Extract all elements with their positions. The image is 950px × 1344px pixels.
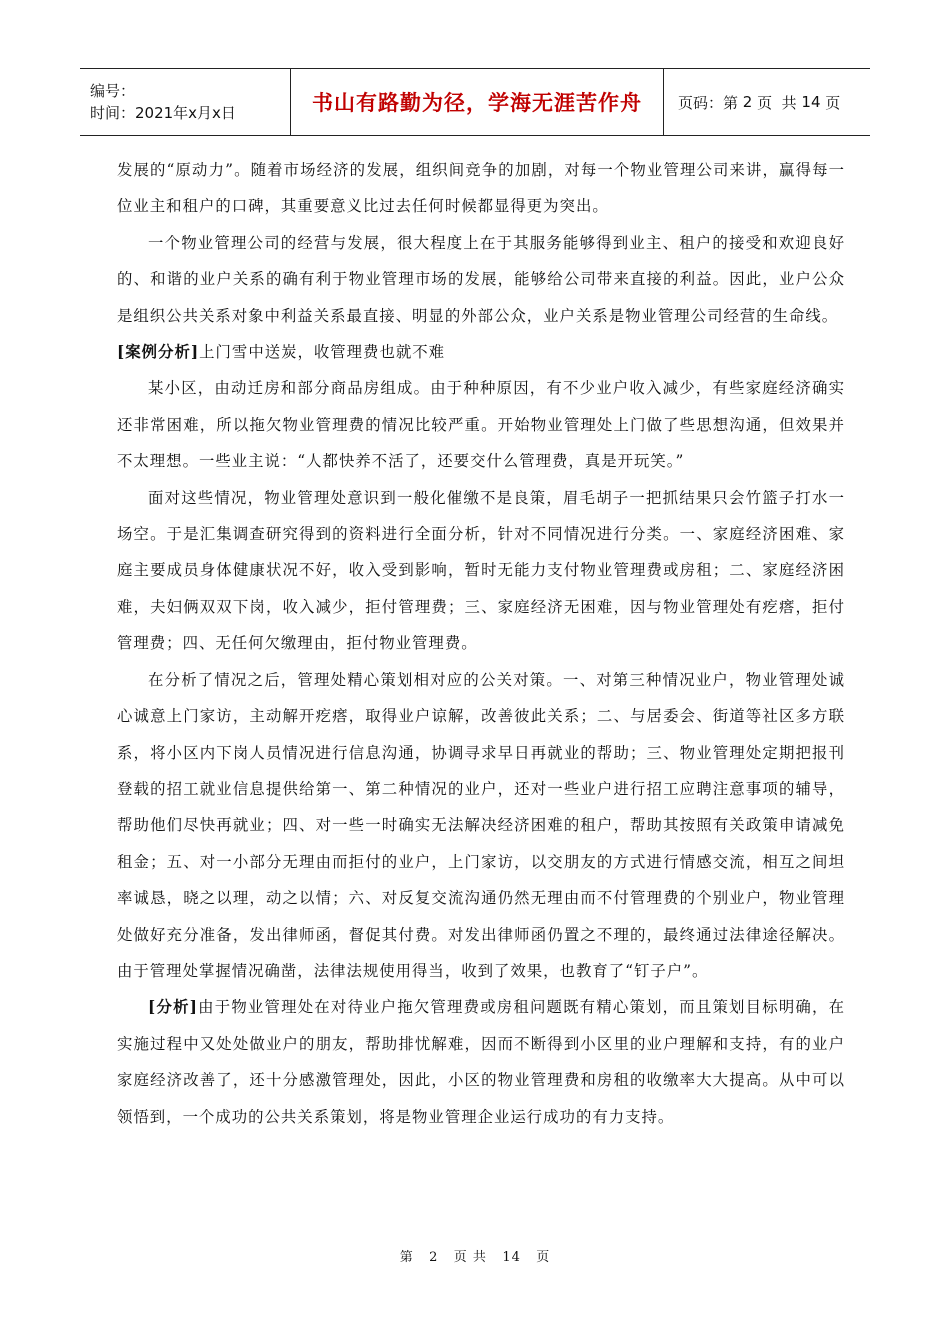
page-number: 2 [738, 93, 758, 111]
analysis-text: 由于物业管理处在对待业户拖欠管理费或房租问题既有精心策划，而且策划目标明确，在实施过程中又处处做业户的朋友，帮助排忧解难，因而不断得到小区里的业户理解和支持，有的业户家庭经济改善了，还十分感激管理处，因此，小区的物业管理费和房租的收缴率大大提高。从中可以领悟到，一个成功的公共关系策划，将是物业管理企业运行成功的有力支持。 [117, 998, 845, 1126]
paragraph: 一个物业管理公司的经营与发展，很大程度上在于其服务能够得到业主、租户的接受和欢迎良好的、和谐的业户关系的确有利于物业管理市场的发展，能够给公司带来直接的利益。因此，业户公众是组织公共关系对象中利益关系最直接、明显的外部公众，业户关系是物业管理公司经营的生命线。 [117, 233, 845, 325]
page-suffix: 页 [825, 93, 841, 112]
footer-suffix: 页 [531, 1250, 556, 1265]
paragraph: 面对这些情况，物业管理处意识到一般化催缴不是良策，眉毛胡子一把抓结果只会竹篮子打水一场空。于是汇集调查研究得到的资料进行全面分析，针对不同情况进行分类。一、家庭经济困难、家庭主要成员身体健康状况不好，收入受到影响，暂时无能力支付物业管理费或房租；二、家庭经济困难，夫妇俩双双下岗，收入减少，拒付管理费；三、家庭经济无困难，因与物业管理处有疙瘩，拒付管理费；四、无任何欠缴理由，拒付物业管理费。 [117, 488, 845, 653]
page-total: 14 [796, 93, 826, 111]
case-heading [117, 334, 845, 370]
footer-prefix: 第 [394, 1250, 419, 1265]
analysis-label: [分析] [148, 998, 198, 1017]
footer-page-number: 2 [423, 1250, 444, 1265]
document-number: 编号： [90, 82, 136, 100]
page-footer [0, 1246, 950, 1265]
footer-total: 14 [497, 1250, 527, 1265]
page-mid: 页 共 [757, 93, 797, 112]
footer-mid: 页 共 [448, 1250, 493, 1265]
paragraph: 某小区，由动迁房和部分商品房组成。由于种种原因，有不少业户收入减少，有些家庭经济确实还非常困难，所以拖欠物业管理费的情况比较严重。开始物业管理处上门做了些思想沟通，但效果并不太理想。一些业主说：“人都快养不活了，还要交什么管理费，真是开玩笑。” [117, 379, 845, 471]
paragraph: 在分析了情况之后，管理处精心策划相对应的公关对策。一、对第三种情况业户，物业管理处诚心诚意上门家访，主动解开疙瘩，取得业户谅解，改善彼此关系；二、与居委会、街道等社区多方联系，将小区内下岗人员情况进行信息沟通，协调寻求早日再就业的帮助；三、物业管理处定期把报刊登载的招工就业信息提供给第一、第二种情况的业户，还对一些业户进行招工应聘注意事项的辅导，帮助他们尽快再就业；四、对一些一时确实无法解决经济困难的租户，帮助其按照有关政策申请减免租金；五、对一小部分无理由而拒付的业户，上门家访，以交朋友的方式进行情感交流，相互之间坦率诚恳，晓之以理，动之以情；六、对反复交流沟通仍然无理由而不付管理费的个别业户，物业管理处做好充分准备，发出律师函，督促其付费。对发出律师函仍置之不理的，最终通过法律途径解决。由于管理处掌握情况确凿，法律法规使用得当，收到了效果，也教育了“钉子户”。 [117, 670, 845, 980]
document-date: 时间：2021年x月x日 [90, 104, 236, 122]
case-title: 上门雪中送炭，收管理费也就不难 [199, 343, 446, 362]
header-meta [80, 69, 291, 135]
document-body [117, 152, 845, 1135]
page-prefix: 页码：第 [678, 93, 739, 112]
analysis-paragraph [117, 989, 845, 1135]
header-page-info [664, 69, 870, 135]
paragraph: 发展的“原动力”。随着市场经济的发展，组织间竞争的加剧，对每一个物业管理公司来讲，赢得每一位业主和租户的口碑，其重要意义比过去任何时候都显得更为突出。 [117, 161, 845, 216]
header-motto-cell [291, 69, 664, 135]
page-header [80, 68, 870, 136]
case-label: [案例分析] [117, 343, 200, 362]
motto: 书山有路勤为径，学海无涯苦作舟 [312, 91, 642, 115]
